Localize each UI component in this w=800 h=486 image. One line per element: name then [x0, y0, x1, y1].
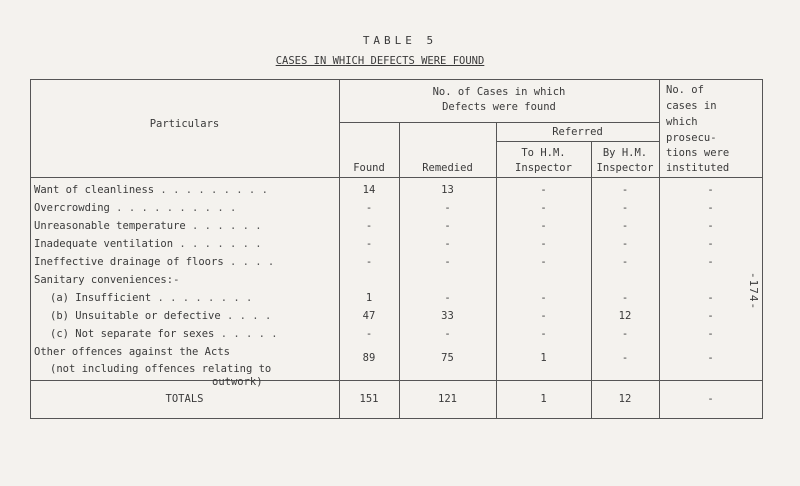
- row-found: 89: [362, 352, 376, 364]
- page-number: -174-: [747, 272, 760, 311]
- rule-right: [762, 79, 763, 419]
- row-prosecutions: -: [707, 238, 714, 250]
- row-label-text: (not including offences relating to: [50, 363, 272, 375]
- totals-by-hm: 12: [618, 393, 632, 405]
- row-prosecutions: -: [707, 328, 714, 340]
- header-particulars: Particulars: [149, 118, 220, 130]
- row-label-text: Sanitary conveniences:-: [34, 274, 180, 286]
- rule-top: [30, 79, 763, 80]
- header-to-hm-line2: Inspector: [515, 162, 572, 174]
- row-label: [34, 254, 274, 270]
- row-remedied: 75: [441, 352, 454, 364]
- row-label: [34, 182, 268, 198]
- row-remedied: -: [444, 220, 451, 232]
- totals-remedied: 121: [438, 393, 457, 405]
- rule-header-bottom: [30, 177, 763, 178]
- row-prosecutions: -: [707, 292, 714, 304]
- row-prosecutions: -: [707, 310, 714, 322]
- row-remedied: -: [444, 328, 451, 340]
- header-remedied: Remedied: [422, 162, 473, 174]
- header-found: Found: [353, 162, 385, 174]
- row-label-text: (b) Unsuitable or defective: [50, 310, 221, 322]
- header-cases-group-line2: Defects were found: [442, 101, 556, 113]
- dot-leader: . . . . .: [214, 328, 278, 340]
- row-label: [34, 272, 179, 288]
- row-label: [50, 326, 278, 342]
- row-prosecutions: -: [707, 220, 714, 232]
- row-prosecutions: -: [707, 184, 714, 196]
- row-to-hm: -: [540, 184, 547, 196]
- row-label: [50, 290, 252, 306]
- row-found: -: [365, 238, 373, 250]
- row-remedied: -: [444, 256, 451, 268]
- row-by-hm: -: [621, 256, 629, 268]
- totals-label: TOTALS: [165, 393, 204, 405]
- row-to-hm: -: [540, 292, 547, 304]
- row-label-text: Overcrowding: [34, 202, 110, 214]
- rule-totals-top: [30, 380, 763, 381]
- row-by-hm: 12: [618, 310, 632, 322]
- row-label-text: outwork): [212, 376, 263, 388]
- row-remedied: 13: [441, 184, 454, 196]
- row-label: [212, 374, 263, 390]
- row-found: 14: [362, 184, 376, 196]
- row-label-text: Ineffective drainage of floors: [34, 256, 224, 268]
- row-by-hm: -: [621, 184, 629, 196]
- totals-to-hm: 1: [540, 393, 547, 405]
- row-label-text: Inadequate ventilation: [34, 238, 174, 250]
- header-prosecutions-line6: instituted: [666, 162, 730, 174]
- header-by-hm-line2: Inspector: [596, 162, 654, 174]
- row-to-hm: -: [540, 256, 547, 268]
- dot-leader: . . . .: [223, 256, 275, 268]
- row-found: 1: [365, 292, 373, 304]
- dot-leader: . . . . . .: [185, 220, 262, 232]
- table-subtitle: CASES IN WHICH DEFECTS WERE FOUND: [275, 55, 485, 67]
- header-to-hm-line1: To H.M.: [521, 147, 566, 159]
- row-by-hm: -: [621, 352, 629, 364]
- row-remedied: -: [444, 202, 451, 214]
- row-to-hm: -: [540, 238, 547, 250]
- rule-referred-under: [496, 141, 659, 142]
- row-found: -: [365, 202, 373, 214]
- row-to-hm: -: [540, 220, 547, 232]
- rule-group-under: [339, 122, 659, 123]
- row-prosecutions: -: [707, 256, 714, 268]
- rule-bottom: [30, 418, 763, 419]
- row-label: [50, 308, 271, 324]
- row-found: 47: [362, 310, 376, 322]
- header-prosecutions-line5: tions were: [666, 147, 730, 159]
- row-to-hm: -: [540, 202, 547, 214]
- table-title: TABLE 5: [362, 34, 438, 47]
- header-referred: Referred: [552, 126, 603, 138]
- row-remedied: -: [444, 292, 451, 304]
- dot-leader: . . . . . . . .: [151, 292, 253, 304]
- dot-leader: . . . . . . . . .: [154, 184, 268, 196]
- row-by-hm: -: [621, 238, 629, 250]
- header-by-hm-line1: By H.M.: [602, 147, 648, 159]
- row-to-hm: 1: [540, 352, 547, 364]
- row-found: -: [365, 256, 373, 268]
- row-by-hm: -: [621, 202, 629, 214]
- row-found: -: [365, 328, 373, 340]
- header-prosecutions-line3: which: [666, 116, 698, 128]
- row-label-text: Unreasonable temperature: [34, 220, 186, 232]
- totals-found: 151: [359, 393, 379, 405]
- totals-prosecutions: -: [707, 393, 714, 405]
- row-found: -: [365, 220, 373, 232]
- row-prosecutions: -: [707, 202, 714, 214]
- row-prosecutions: -: [707, 352, 714, 364]
- row-label-text: (a) Insufficient: [50, 292, 152, 304]
- header-prosecutions-line1: No. of: [666, 84, 704, 96]
- row-label: [34, 236, 262, 252]
- row-remedied: -: [444, 238, 451, 250]
- row-label-text: Want of cleanliness: [34, 184, 155, 196]
- header-prosecutions-line2: cases in: [666, 100, 717, 112]
- header-cases-group-line1: No. of Cases in which: [432, 86, 566, 98]
- dot-leader: . . . . . . . . . .: [109, 202, 237, 214]
- row-label-text: Other offences against the Acts: [34, 346, 230, 358]
- row-by-hm: -: [621, 292, 629, 304]
- row-label: [34, 218, 262, 234]
- row-to-hm: -: [540, 310, 547, 322]
- row-by-hm: -: [621, 328, 629, 340]
- row-label: [34, 344, 230, 360]
- row-by-hm: -: [621, 220, 629, 232]
- row-label: [34, 200, 236, 216]
- row-remedied: 33: [441, 310, 454, 322]
- row-label-text: (c) Not separate for sexes: [50, 328, 215, 340]
- dot-leader: . . . .: [220, 310, 272, 322]
- dot-leader: . . . . . . .: [173, 238, 262, 250]
- header-prosecutions-line4: prosecu-: [666, 132, 717, 144]
- row-to-hm: -: [540, 328, 547, 340]
